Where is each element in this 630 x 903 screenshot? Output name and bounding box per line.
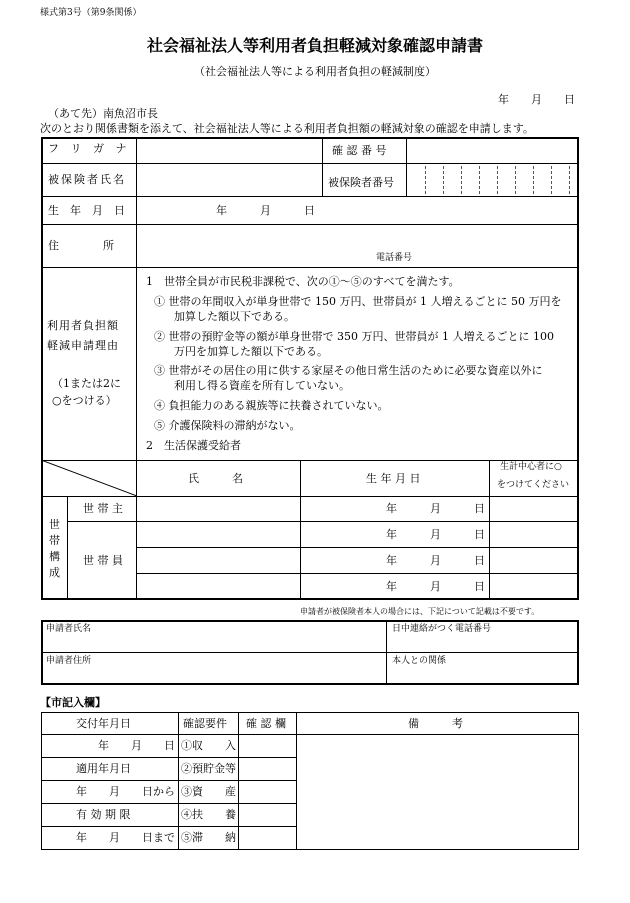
valid-period-label: 有 効 期 限: [76, 808, 131, 821]
apply-date-field[interactable]: 年 月 日から: [76, 785, 175, 798]
household-birth-field[interactable]: 年 月 日: [386, 502, 485, 515]
furigana-label: フ リ ガ ナ: [48, 142, 131, 155]
condition-3-line2: 利用し得る資産を所有していない。: [174, 379, 350, 392]
page-subtitle: （社会福祉法人等による利用者負担の軽減制度）: [194, 65, 436, 78]
requirement-arrears: ⑤滞 納: [181, 831, 236, 844]
household-name-field[interactable]: [137, 497, 299, 520]
household-head-header-2: をつけてください: [497, 480, 570, 490]
insured-number-field[interactable]: [407, 165, 577, 195]
condition-5: ⑤ 介護保険料の滞納がない。: [154, 419, 301, 432]
application-date[interactable]: 年 月 日: [498, 93, 575, 106]
valid-period-field[interactable]: 年 月 日まで: [76, 831, 175, 844]
household-mark-cell[interactable]: [490, 522, 577, 546]
birthdate-field[interactable]: 年 月 日: [216, 204, 315, 217]
daytime-phone-label: 日中連絡がつく電話番号: [392, 624, 492, 634]
confirm-number-label: 確 認 番 号: [332, 144, 387, 157]
condition-2-line2: 万円を加算した額以下である。: [174, 345, 328, 358]
relation-field[interactable]: [389, 668, 577, 683]
household-name-header: 氏 名: [188, 472, 243, 485]
household-mark-cell[interactable]: [490, 574, 577, 598]
reason-note-2: ○をつける）: [52, 394, 117, 407]
reason-label-1: 利用者負担額: [47, 319, 119, 332]
check-cell[interactable]: [239, 781, 295, 802]
household-birth-field[interactable]: 年 月 日: [386, 554, 485, 567]
remarks-header: 備 考: [408, 717, 463, 730]
insured-name-field[interactable]: [137, 165, 321, 195]
check-cell[interactable]: [239, 735, 295, 756]
household-side-2: 帯: [49, 534, 60, 547]
issue-date-field[interactable]: 年 月 日: [98, 739, 175, 752]
household-name-field[interactable]: [137, 574, 299, 598]
reason-label-2: 軽減申請理由: [47, 339, 119, 352]
remarks-field[interactable]: [297, 735, 577, 849]
household-birth-field[interactable]: 年 月 日: [386, 580, 485, 593]
household-birth-field[interactable]: 年 月 日: [386, 528, 485, 541]
household-name-field[interactable]: [137, 522, 299, 546]
apply-date-label: 適用年月日: [76, 762, 131, 775]
intro-text: 次のとおり関係書類を添えて、社会福祉法人等による利用者負担額の軽減対象の確認を申請します。: [40, 122, 534, 135]
page-title: 社会福祉法人等利用者負担軽減対象確認申請書: [146, 36, 483, 55]
household-side-3: 構: [49, 550, 60, 563]
city-section-heading: 【市記入欄】: [40, 696, 106, 709]
phone-label: 電話番号: [376, 253, 413, 263]
requester-address-field[interactable]: [44, 668, 384, 683]
daytime-phone-field[interactable]: [389, 636, 577, 651]
form-number: 様式第3号（第9条関係）: [40, 8, 142, 18]
condition-3-line1: ③ 世帯がその居住の用に供する家屋その他日常生活のために必要な資産以外に: [154, 364, 543, 377]
address-field[interactable]: [137, 226, 577, 266]
household-member-label: 世 帯 員: [83, 554, 123, 567]
household-mark-cell[interactable]: [490, 497, 577, 520]
address-label: 住 所: [48, 239, 114, 252]
issue-date-header: 交付年月日: [76, 717, 131, 730]
household-mark-cell[interactable]: [490, 548, 577, 572]
requirement-support: ④扶 養: [181, 808, 236, 821]
addressee: （あて先）南魚沼市長: [48, 107, 158, 120]
insured-name-label: 被保険者氏名: [48, 173, 126, 186]
requester-name-label: 申請者氏名: [46, 624, 92, 634]
check-cell[interactable]: [239, 804, 295, 825]
reason-note-1: （1または2に: [52, 377, 121, 390]
birthdate-label: 生 年 月 日: [48, 204, 125, 217]
furigana-field[interactable]: [137, 139, 321, 162]
condition-1-line2: 加算した額以下である。: [174, 310, 295, 323]
household-side-4: 成: [49, 566, 60, 579]
household-birth-header: 生 年 月 日: [366, 472, 421, 485]
insured-number-label: 被保険者番号: [328, 176, 394, 189]
requirement-header: 確認要件: [183, 717, 227, 730]
household-name-field[interactable]: [137, 548, 299, 572]
requester-name-field[interactable]: [44, 636, 384, 651]
requirement-income: ①収 入: [181, 739, 236, 752]
requester-address-label: 申請者住所: [46, 656, 92, 666]
check-cell[interactable]: [239, 827, 295, 849]
check-header: 確 認 欄: [246, 717, 286, 730]
condition-1-line1: ① 世帯の年間収入が単身世帯で 150 万円、世帯員が 1 人増えるごとに 50 万円を: [154, 295, 562, 308]
diagonal-line: [41, 460, 137, 496]
requester-note: 申請者が被保険者本人の場合には、下記について記載は不要です。: [300, 607, 540, 616]
condition-2-line1: ② 世帯の預貯金等の額が単身世帯で 350 万円、世帯員が 1 人増えるごとに 100: [154, 330, 554, 343]
household-head-label: 世 帯 主: [83, 502, 123, 515]
household-side-1: 世: [49, 518, 60, 531]
reason-item-1[interactable]: 1 世帯全員が市民税非課税で、次の①～⑤のすべてを満たす。: [146, 275, 460, 288]
confirm-number-field[interactable]: [407, 139, 577, 162]
household-head-header-1: 生計中心者に○: [500, 462, 562, 472]
reason-item-2[interactable]: 2 生活保護受給者: [146, 439, 241, 452]
relation-label: 本人との関係: [392, 656, 447, 666]
requirement-savings: ②預貯金等: [181, 762, 236, 775]
requirement-assets: ③資 産: [181, 785, 236, 798]
check-cell[interactable]: [239, 758, 295, 779]
condition-4: ④ 負担能力のある親族等に扶養されていない。: [154, 399, 389, 412]
